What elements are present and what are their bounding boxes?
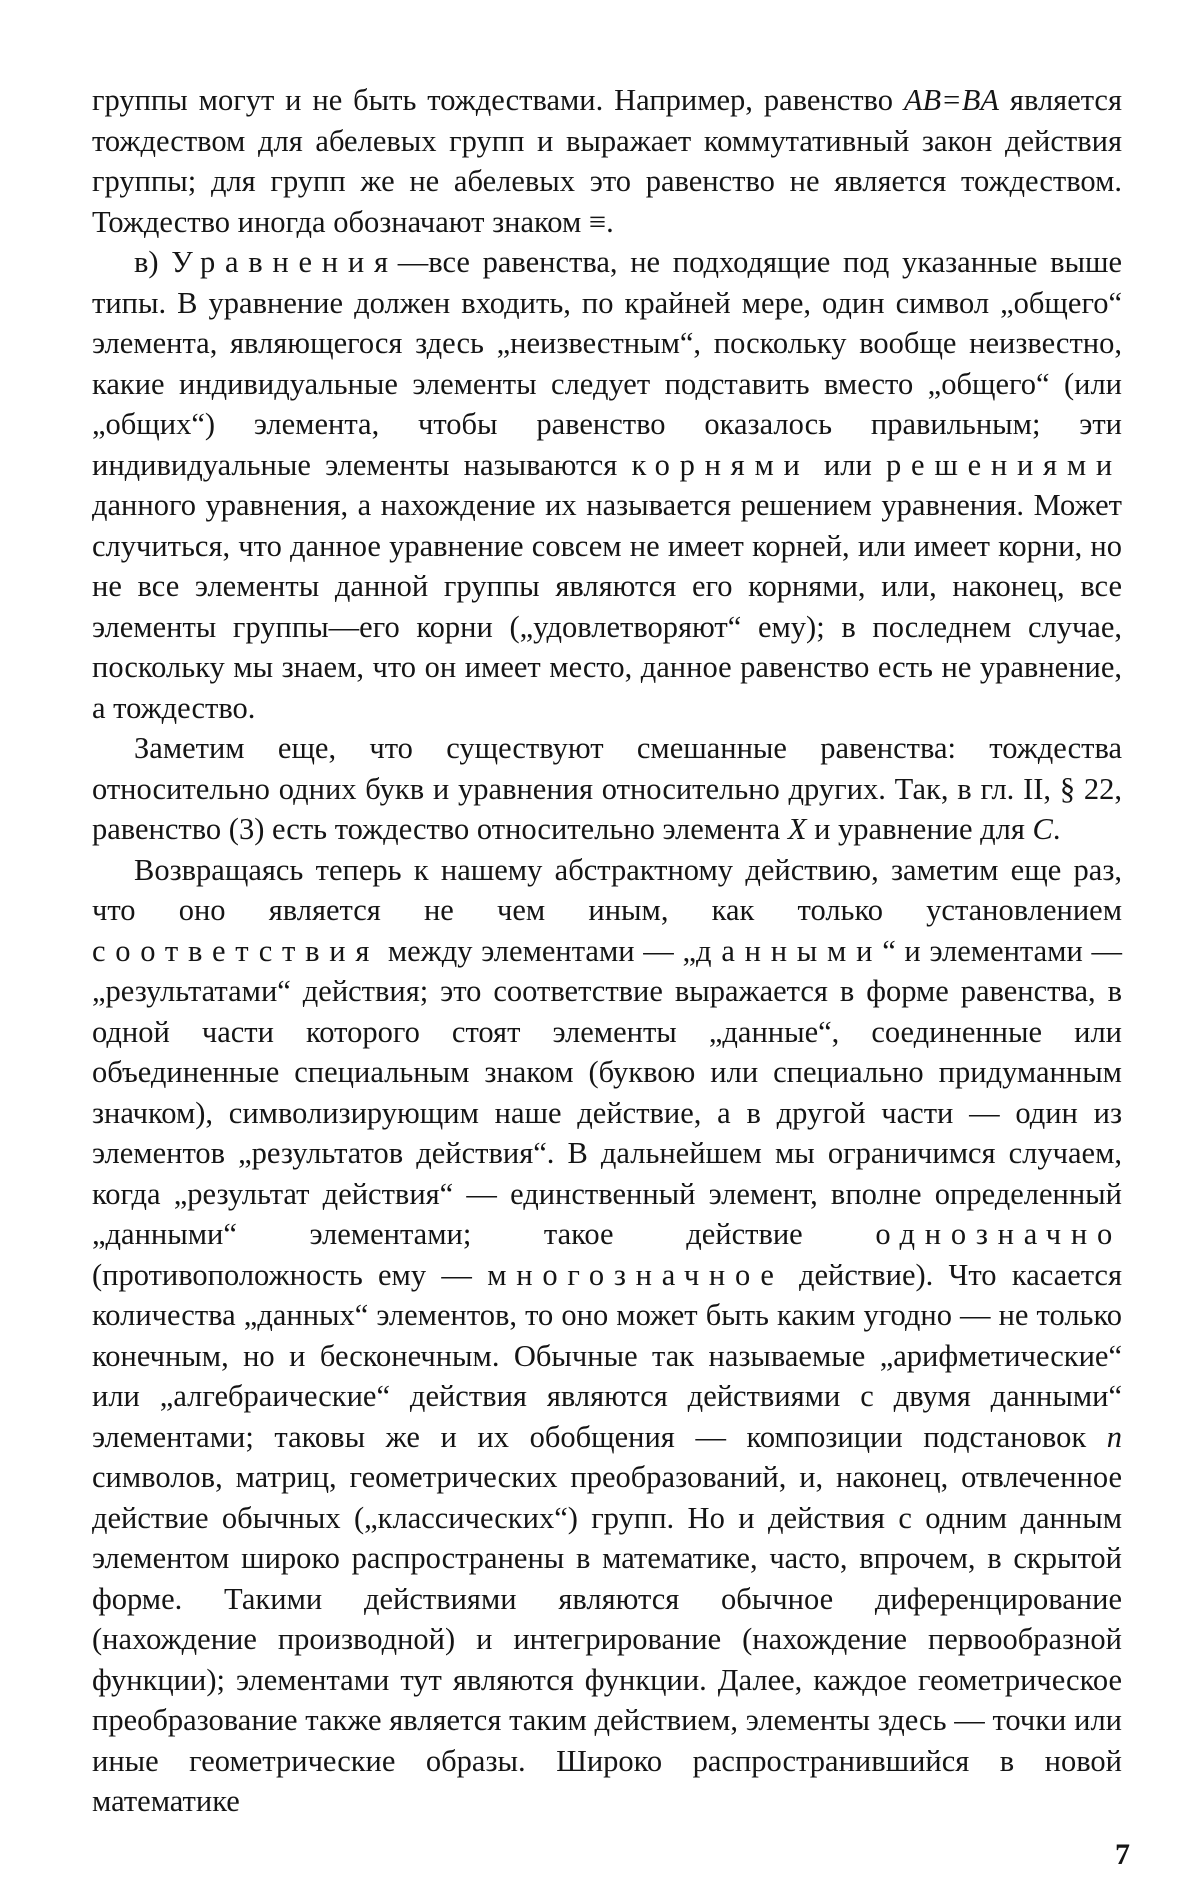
paragraph-text: Заметим еще, что существуют смешанные равенства: тождества относительно одних букв и уравнения относительно других. Так, в гл. II, § 22, равенство (3) есть тождество относительно элемента bbox=[92, 731, 1122, 846]
paragraph-text: в) bbox=[134, 245, 172, 279]
spaced-emphasis-text: многозначное bbox=[487, 1257, 784, 1292]
spaced-emphasis-text: корнями bbox=[631, 447, 810, 482]
paragraph bbox=[92, 728, 1122, 850]
page-text bbox=[92, 80, 1122, 1822]
paragraph bbox=[92, 242, 1122, 728]
spaced-emphasis-text: Уравнения bbox=[171, 245, 398, 279]
paragraph-text: является тождеством для абелевых групп и выражает коммутативный закон действия группы; для групп же не абелевых это равенство не является тождеством. Тождество иногда обозначают знаком ≡. bbox=[92, 83, 1122, 239]
paragraph-text: символов, матриц, геометрических преобразований, и, наконец, отвлеченное действие обычных („классических“) групп. Но и действия с одним данным элементом широко распространены в математике, часто, впрочем, в скрытой форме. Такими действиями являются обычное диференцирование (нахождение производной) и интегрирование (нахождение первообразной функции); элементами тут являются функции. Далее, каждое геометрическое преобразование также является таким действием, элементы здесь — точки или иные геометрические образы. Широко распространившийся в новой математике bbox=[92, 1460, 1122, 1818]
spaced-emphasis-text: данными bbox=[696, 933, 883, 968]
paragraph-text: (противоположность ему — bbox=[92, 1257, 488, 1292]
paragraph bbox=[92, 80, 1122, 242]
paragraph-text: “ и элементами — „результатами“ действия; это соответствие выражается в форме равенства, в одной части которого стоят элементы „данные“, соединенные или объединенные специальным знаком (буквою или специально придуманным значком), символизирующим наше действие, а в другой части — один из элементов „результатов действия“. В дальнейшем мы ограничимся случаем, когда „результат действия“ — единственный элемент, вполне определенный „данными“ элементами; такое действие bbox=[92, 933, 1122, 1251]
spaced-emphasis-text: соответствия bbox=[92, 933, 380, 968]
page-number: 7 bbox=[1115, 1838, 1130, 1871]
italic-symbol: C bbox=[1032, 812, 1053, 846]
paragraph-text: Возвращаясь теперь к нашему абстрактному действию, заметим еще раз, что оно является не чем иным, как только установлением bbox=[92, 852, 1122, 927]
paragraph-text: группы могут и не быть тождествами. Например, равенство bbox=[92, 83, 904, 117]
paragraph-text: данного уравнения, а нахождение их называется решением уравнения. Может случиться, что данное уравнение совсем не имеет корней, или имеет корни, но не все элементы данной группы являются его корнями, или, наконец, все элементы группы—его корни („удовлетворяют“ ему); в последнем случае, поскольку мы знаем, что он имеет место, данное равенство есть не уравнение, а тождество. bbox=[92, 488, 1122, 725]
italic-symbol: X bbox=[787, 812, 807, 846]
spaced-emphasis-text: однозначно bbox=[875, 1217, 1122, 1251]
italic-symbol: n bbox=[1106, 1419, 1122, 1454]
paragraph-text: . bbox=[1052, 812, 1061, 846]
italic-symbol: AB=BA bbox=[903, 83, 1000, 117]
spaced-emphasis-text: решениями bbox=[886, 447, 1122, 482]
paragraph-text: —все равенства, не подходящие под указанные выше типы. В уравнение должен входить, по крайней мере, один символ „общего“ элемента, являющегося здесь „неизвестным“, поскольку вообще неизвестно, какие индивидуальные элементы следует подставить вместо „общего“ (или „общих“) элемента, чтобы равенство оказалось правильным; эти индивидуальные элементы называются bbox=[92, 245, 1122, 482]
paragraph-text: или bbox=[809, 447, 887, 482]
paragraph-text: между элементами — „ bbox=[379, 933, 697, 968]
paragraph-text: и уравнение для bbox=[806, 812, 1033, 846]
paragraph-text: действие). Что касается количества „данных“ элементов, то оно может быть каким угодно — не только конечным, но и бесконечным. Обычные так называемые „арифметические“ или „алгебраические“ действия являются действиями с двумя данными“ элементами; таковы же и их обобщения — композиции подстановок bbox=[92, 1257, 1122, 1454]
paragraph bbox=[92, 850, 1122, 1822]
